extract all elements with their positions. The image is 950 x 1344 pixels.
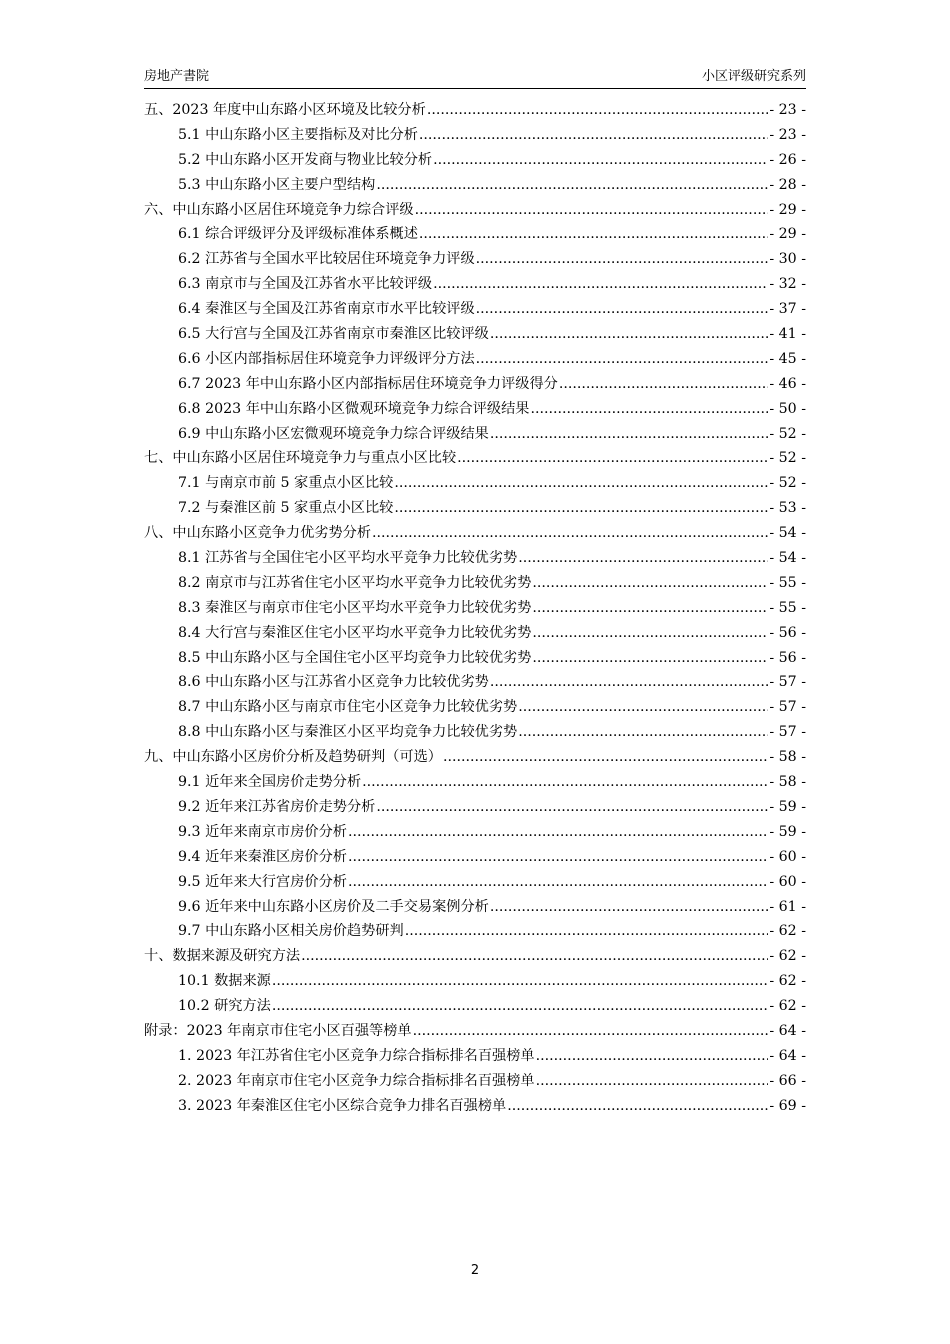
toc-entry-page: - 56 - bbox=[769, 649, 806, 666]
toc-leader-dots bbox=[532, 600, 768, 616]
toc-leader-dots bbox=[476, 301, 769, 317]
toc-entry[interactable] bbox=[144, 248, 806, 273]
toc-entry-page: - 60 - bbox=[769, 873, 806, 890]
toc-entry[interactable] bbox=[144, 99, 806, 124]
toc-leader-dots bbox=[301, 948, 768, 964]
toc-leader-dots bbox=[532, 625, 768, 641]
toc-entry-page: - 55 - bbox=[769, 574, 806, 591]
toc-leader-dots bbox=[536, 1048, 769, 1064]
toc-entry-page: - 41 - bbox=[769, 326, 806, 343]
toc-entry-page: - 55 - bbox=[769, 599, 806, 616]
toc-entry[interactable] bbox=[144, 1095, 806, 1120]
toc-entry-page: - 52 - bbox=[769, 425, 806, 442]
toc-leader-dots bbox=[415, 202, 769, 218]
page-number: 2 bbox=[470, 1263, 480, 1278]
toc-entry-page: - 66 - bbox=[769, 1072, 806, 1089]
toc-entry[interactable] bbox=[144, 1070, 806, 1095]
toc-entry-page: - 60 - bbox=[769, 848, 806, 865]
toc-entry-title: 6.4 秦淮区与全国及江苏省南京市水平比较评级 bbox=[178, 301, 475, 318]
toc-leader-dots bbox=[427, 102, 769, 118]
toc-entry[interactable] bbox=[144, 796, 806, 821]
toc-entry-title: 6.2 江苏省与全国水平比较居住环境竞争力评级 bbox=[178, 251, 475, 268]
toc-leader-dots bbox=[507, 1098, 768, 1114]
toc-entry-title: 9.3 近年来南京市房价分析 bbox=[178, 823, 347, 840]
toc-entry-page: - 52 - bbox=[769, 450, 806, 467]
toc-entry[interactable] bbox=[144, 671, 806, 696]
toc-entry-title: 6.3 南京市与全国及江苏省水平比较评级 bbox=[178, 276, 433, 293]
toc-entry-title: 8.2 南京市与江苏省住宅小区平均水平竞争力比较优劣势 bbox=[178, 574, 532, 591]
toc-entry-page: - 29 - bbox=[769, 201, 806, 218]
toc-leader-dots bbox=[362, 774, 768, 790]
toc-leader-dots bbox=[476, 351, 769, 367]
toc-entry-title: 七、中山东路小区居住环境竞争力与重点小区比较 bbox=[144, 450, 457, 467]
toc-leader-dots bbox=[272, 998, 768, 1014]
toc-entry-page: - 57 - bbox=[769, 674, 806, 691]
toc-leader-dots bbox=[394, 500, 768, 516]
toc-entry-title: 8.7 中山东路小区与南京市住宅小区竞争力比较优劣势 bbox=[178, 699, 518, 716]
toc-entry-title: 8.4 大行宫与秦淮区住宅小区平均水平竞争力比较优劣势 bbox=[178, 624, 532, 641]
toc-entry-page: - 50 - bbox=[769, 400, 806, 417]
toc-entry-page: - 59 - bbox=[769, 798, 806, 815]
toc-entry-page: - 28 - bbox=[769, 176, 806, 193]
toc-entry[interactable] bbox=[144, 896, 806, 921]
toc-leader-dots bbox=[518, 699, 768, 715]
toc-leader-dots bbox=[490, 426, 769, 442]
toc-entry-page: - 61 - bbox=[769, 898, 806, 915]
toc-leader-dots bbox=[348, 874, 768, 890]
toc-entry[interactable] bbox=[144, 846, 806, 871]
toc-entry[interactable] bbox=[144, 920, 806, 945]
toc-entry-page: - 37 - bbox=[769, 301, 806, 318]
toc-entry[interactable] bbox=[144, 199, 806, 224]
toc-entry-page: - 57 - bbox=[769, 699, 806, 716]
toc-entry[interactable] bbox=[144, 622, 806, 647]
toc-entry-page: - 54 - bbox=[769, 525, 806, 542]
toc-entry-title: 9.4 近年来秦淮区房价分析 bbox=[178, 848, 347, 865]
toc-entry[interactable] bbox=[144, 174, 806, 199]
toc-entry-title: 6.8 2023 年中山东路小区微观环境竞争力综合评级结果 bbox=[178, 400, 530, 417]
toc-entry-title: 6.9 中山东路小区宏微观环境竞争力综合评级结果 bbox=[178, 425, 489, 442]
toc-entry[interactable] bbox=[144, 597, 806, 622]
toc-entry-page: - 29 - bbox=[769, 226, 806, 243]
toc-entry[interactable] bbox=[144, 696, 806, 721]
toc-entry-title: 10.1 数据来源 bbox=[178, 973, 271, 990]
toc-entry-page: - 46 - bbox=[769, 375, 806, 392]
toc-leader-dots bbox=[394, 475, 768, 491]
toc-entry-page: - 30 - bbox=[769, 251, 806, 268]
header-series: 小区评级研究系列 bbox=[701, 69, 806, 84]
toc-entry-page: - 59 - bbox=[769, 823, 806, 840]
toc-entry[interactable] bbox=[144, 746, 806, 771]
toc-entry[interactable] bbox=[144, 472, 806, 497]
toc-entry-page: - 45 - bbox=[769, 350, 806, 367]
toc-entry-title: 3. 2023 年秦淮区住宅小区综合竞争力排名百强榜单 bbox=[178, 1097, 507, 1114]
toc-entry[interactable] bbox=[144, 821, 806, 846]
toc-entry[interactable] bbox=[144, 323, 806, 348]
toc-leader-dots bbox=[419, 226, 768, 242]
toc-entry-title: 2. 2023 年南京市住宅小区竞争力综合指标排名百强榜单 bbox=[178, 1072, 535, 1089]
toc-entry-title: 六、中山东路小区居住环境竞争力综合评级 bbox=[144, 201, 414, 218]
toc-entry[interactable] bbox=[144, 223, 806, 248]
toc-entry[interactable] bbox=[144, 547, 806, 572]
toc-entry[interactable] bbox=[144, 522, 806, 547]
toc-entry[interactable] bbox=[144, 1045, 806, 1070]
toc-entry-page: - 58 - bbox=[769, 749, 806, 766]
toc-entry[interactable] bbox=[144, 423, 806, 448]
toc-leader-dots bbox=[490, 899, 769, 915]
toc-entry-title: 8.5 中山东路小区与全国住宅小区平均竞争力比较优劣势 bbox=[178, 649, 532, 666]
toc-leader-dots bbox=[372, 525, 768, 541]
toc-entry[interactable] bbox=[144, 124, 806, 149]
toc-entry[interactable] bbox=[144, 1020, 806, 1045]
header-publisher: 房地产書院 bbox=[144, 69, 210, 84]
toc-entry-page: - 58 - bbox=[769, 774, 806, 791]
toc-entry[interactable] bbox=[144, 497, 806, 522]
toc-leader-dots bbox=[490, 674, 769, 690]
toc-leader-dots bbox=[536, 1073, 769, 1089]
toc-leader-dots bbox=[443, 749, 768, 765]
toc-entry-page: - 52 - bbox=[769, 475, 806, 492]
toc-entry-page: - 57 - bbox=[769, 724, 806, 741]
toc-entry-title: 8.3 秦淮区与南京市住宅小区平均水平竞争力比较优劣势 bbox=[178, 599, 532, 616]
toc-entry-title: 6.6 小区内部指标居住环境竞争力评级评分方法 bbox=[178, 350, 475, 367]
toc-entry-title: 八、中山东路小区竞争力优劣势分析 bbox=[144, 525, 372, 542]
toc-entry[interactable] bbox=[144, 149, 806, 174]
toc-entry-page: - 62 - bbox=[769, 948, 806, 965]
toc-entry-title: 5.3 中山东路小区主要户型结构 bbox=[178, 176, 376, 193]
toc-entry-page: - 23 - bbox=[769, 126, 806, 143]
toc-entry-page: - 62 - bbox=[769, 923, 806, 940]
toc-leader-dots bbox=[348, 824, 768, 840]
toc-entry[interactable] bbox=[144, 995, 806, 1020]
toc-entry-title: 8.6 中山东路小区与江苏省小区竞争力比较优劣势 bbox=[178, 674, 489, 691]
toc-leader-dots bbox=[490, 326, 769, 342]
toc-entry-title: 7.2 与秦淮区前 5 家重点小区比较 bbox=[178, 500, 394, 517]
toc-leader-dots bbox=[532, 575, 768, 591]
toc-entry-page: - 23 - bbox=[769, 102, 806, 118]
toc-entry-page: - 56 - bbox=[769, 624, 806, 641]
toc-entry-title: 6.7 2023 年中山东路小区内部指标居住环境竞争力评级得分 bbox=[178, 375, 558, 392]
toc-entry[interactable] bbox=[144, 298, 806, 323]
toc-entry[interactable] bbox=[144, 572, 806, 597]
toc-leader-dots bbox=[518, 724, 768, 740]
toc-entry-page: - 64 - bbox=[769, 1022, 806, 1039]
toc-entry-title: 9.1 近年来全国房价走势分析 bbox=[178, 774, 362, 791]
page-header bbox=[144, 64, 806, 89]
toc-entry-title: 9.6 近年来中山东路小区房价及二手交易案例分析 bbox=[178, 898, 489, 915]
toc-leader-dots bbox=[476, 251, 769, 267]
toc-entry-title: 9.7 中山东路小区相关房价趋势研判 bbox=[178, 923, 404, 940]
toc-entry-page: - 54 - bbox=[769, 550, 806, 567]
toc-entry[interactable] bbox=[144, 447, 806, 472]
toc-entry-page: - 32 - bbox=[769, 276, 806, 293]
toc-entry-page: - 26 - bbox=[769, 151, 806, 168]
toc-entry[interactable] bbox=[144, 970, 806, 995]
toc-entry-page: - 62 - bbox=[769, 973, 806, 990]
toc-entry-title: 9.2 近年来江苏省房价走势分析 bbox=[178, 798, 376, 815]
toc-entry-title: 五、2023 年度中山东路小区环境及比较分析 bbox=[144, 102, 426, 118]
toc-entry[interactable] bbox=[144, 771, 806, 796]
toc-entry[interactable] bbox=[144, 945, 806, 970]
toc-entry-title: 十、数据来源及研究方法 bbox=[144, 948, 301, 965]
toc-entry-title: 7.1 与南京市前 5 家重点小区比较 bbox=[178, 475, 394, 492]
toc-leader-dots bbox=[413, 1023, 769, 1039]
toc-entry-title: 8.1 江苏省与全国住宅小区平均水平竞争力比较优劣势 bbox=[178, 550, 518, 567]
toc-entry-page: - 69 - bbox=[769, 1097, 806, 1114]
toc-leader-dots bbox=[532, 650, 768, 666]
toc-leader-dots bbox=[419, 127, 768, 143]
toc-entry[interactable] bbox=[144, 871, 806, 896]
toc-entry-title: 5.1 中山东路小区主要指标及对比分析 bbox=[178, 126, 418, 143]
toc-leader-dots bbox=[376, 799, 768, 815]
toc-entry-title: 6.5 大行宫与全国及江苏省南京市秦淮区比较评级 bbox=[178, 326, 489, 343]
toc-entry[interactable] bbox=[144, 398, 806, 423]
toc-leader-dots bbox=[376, 177, 768, 193]
toc-entry[interactable] bbox=[144, 721, 806, 746]
toc-entry[interactable] bbox=[144, 273, 806, 298]
toc-entry-title: 8.8 中山东路小区与秦淮区小区平均竞争力比较优劣势 bbox=[178, 724, 518, 741]
toc-entry-title: 5.2 中山东路小区开发商与物业比较分析 bbox=[178, 151, 433, 168]
toc-entry[interactable] bbox=[144, 647, 806, 672]
toc-entry[interactable] bbox=[144, 373, 806, 398]
toc-entry-page: - 53 - bbox=[769, 500, 806, 517]
toc-leader-dots bbox=[433, 276, 768, 292]
toc-leader-dots bbox=[559, 376, 769, 392]
toc-entry-title: 1. 2023 年江苏省住宅小区竞争力综合指标排名百强榜单 bbox=[178, 1047, 535, 1064]
toc-leader-dots bbox=[405, 923, 769, 939]
toc-entry[interactable] bbox=[144, 348, 806, 373]
toc-entry-title: 6.1 综合评级评分及评级标准体系概述 bbox=[178, 226, 418, 243]
toc-entry-title: 9.5 近年来大行宫房价分析 bbox=[178, 873, 347, 890]
toc-leader-dots bbox=[530, 401, 768, 417]
toc-entry-title: 10.2 研究方法 bbox=[178, 998, 271, 1015]
toc-entry-title: 附录：2023 年南京市住宅小区百强等榜单 bbox=[144, 1022, 412, 1039]
toc-leader-dots bbox=[518, 550, 768, 566]
toc-entry-page: - 62 - bbox=[769, 998, 806, 1015]
toc-entry-page: - 64 - bbox=[769, 1047, 806, 1064]
table-of-contents bbox=[144, 99, 806, 1120]
toc-leader-dots bbox=[348, 849, 768, 865]
toc-leader-dots bbox=[272, 973, 768, 989]
toc-leader-dots bbox=[433, 152, 768, 168]
toc-entry-title: 九、中山东路小区房价分析及趋势研判（可选） bbox=[144, 749, 442, 766]
toc-leader-dots bbox=[457, 450, 768, 466]
